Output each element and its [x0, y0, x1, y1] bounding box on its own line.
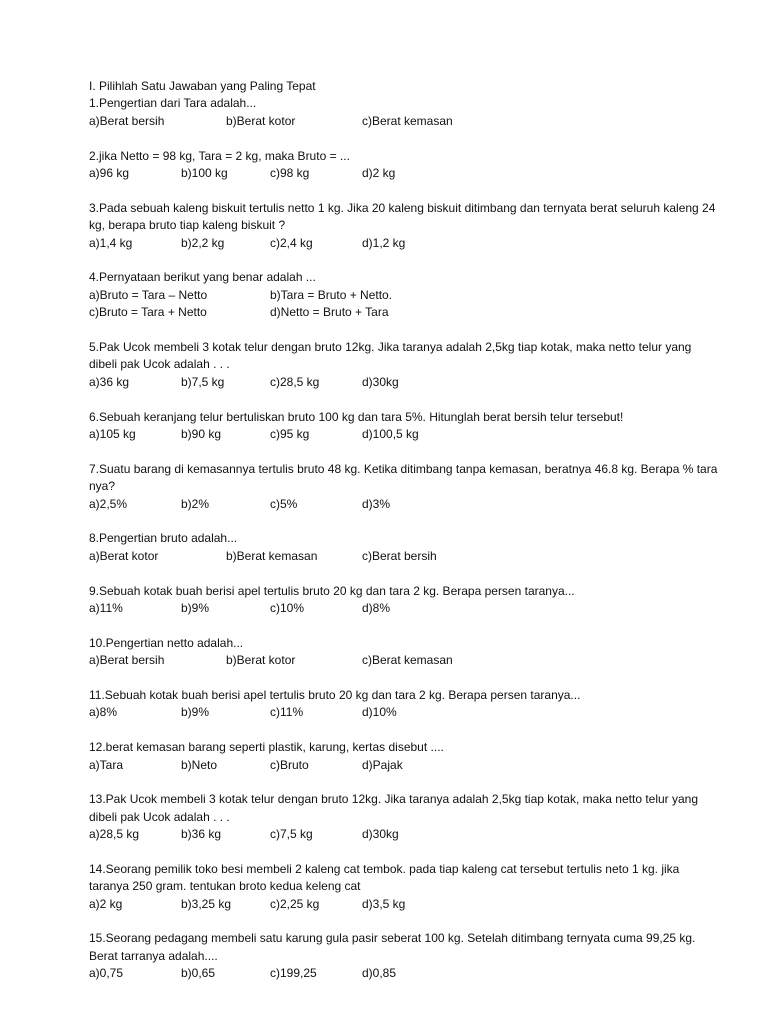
question-stem: 2.jika Netto = 98 kg, Tara = 2 kg, maka Bruto = ... — [89, 148, 350, 163]
answer-option: d)8% — [362, 600, 391, 615]
answer-option: b)7,5 kg — [181, 374, 225, 389]
answer-option: d)Netto = Bruto + Tara — [270, 305, 389, 320]
answer-option: c)11% — [270, 705, 304, 720]
answer-option: b)Tara = Bruto + Netto. — [270, 287, 393, 302]
answer-option: c)2,25 kg — [270, 896, 320, 911]
answer-option: b)Berat kotor — [226, 113, 296, 128]
answer-option: a)Berat kotor — [89, 548, 159, 563]
answer-option: b)90 kg — [181, 426, 222, 441]
answer-option: d)3% — [362, 496, 391, 511]
question-stem: 7.Suatu barang di kemasannya tertulis bruto 48 kg. Ketika ditimbang tanpa kemasan, beratnya 46.8 kg. Berapa % tara nya? — [89, 461, 718, 494]
answer-option: d)30kg — [362, 827, 399, 842]
answer-option: c)Bruto — [270, 757, 309, 772]
answer-option: b)9% — [181, 600, 210, 615]
question-item — [89, 269, 719, 321]
question-item — [89, 791, 719, 843]
question-item — [89, 583, 719, 618]
answer-options — [89, 757, 719, 774]
answer-option: d)3,5 kg — [362, 896, 406, 911]
answer-option: c)28,5 kg — [270, 374, 320, 389]
quiz-content — [89, 78, 719, 983]
answer-option: a)8% — [89, 705, 118, 720]
answer-option: b)Neto — [181, 757, 218, 772]
question-item — [89, 739, 719, 774]
question-item — [89, 339, 719, 391]
question-item — [89, 148, 719, 183]
answer-option: c)Berat kemasan — [362, 113, 453, 128]
question-stem: 1.Pengertian dari Tara adalah... — [89, 96, 257, 111]
answer-option: c)7,5 kg — [270, 827, 313, 842]
answer-option: a)28,5 kg — [89, 827, 140, 842]
answer-option: b)2% — [181, 496, 210, 511]
answer-option: c)10% — [270, 600, 305, 615]
question-item — [89, 409, 719, 444]
answer-option: a)Tara — [89, 757, 124, 772]
answer-option: a)Berat bersih — [89, 653, 165, 668]
answer-options — [89, 165, 719, 182]
answer-option: d)Pajak — [362, 757, 403, 772]
answer-option: a)0,75 — [89, 966, 124, 981]
answer-option: c)199,25 — [270, 966, 317, 981]
answer-option: b)9% — [181, 705, 210, 720]
question-item — [89, 687, 719, 722]
answer-option: d)2 kg — [362, 166, 396, 180]
answer-option: a)2 kg — [89, 896, 123, 911]
question-stem: 13.Pak Ucok membeli 3 kotak telur dengan bruto 12kg. Jika taranya adalah 2,5kg tiap kotak, maka netto telur yang dibeli pak Ucok adalah . . . — [89, 792, 699, 824]
question-stem: 3.Pada sebuah kaleng biskuit tertulis netto 1 kg. Jika 20 kaleng biskuit ditimbang dan ternyata berat seluruh kaleng 24 kg, berapa bruto tiap kaleng biskuit ? — [89, 200, 716, 233]
question-stem: 6.Sebuah keranjang telur bertuliskan bruto 100 kg dan tara 5%. Hitunglah berat bersih telur tersebut! — [89, 409, 624, 424]
question-stem: 15.Seorang pedagang membeli satu karung gula pasir seberat 100 kg. Setelah ditimbang ternyata cuma 99,25 kg. Berat tarranya adalah.... — [89, 931, 696, 963]
question-stem: 10.Pengertian netto adalah... — [89, 635, 244, 650]
answer-options — [89, 287, 719, 322]
question-stem: 8.Pengertian bruto adalah... — [89, 531, 238, 546]
answer-options — [89, 600, 719, 617]
answer-option: a)Bruto = Tara – Netto — [89, 287, 208, 302]
question-item — [89, 635, 719, 670]
answer-option: c)Berat kemasan — [362, 653, 453, 668]
answer-option: c)5% — [270, 496, 298, 511]
answer-option: d)10% — [362, 705, 397, 720]
answer-options — [89, 548, 719, 565]
answer-options — [89, 826, 719, 843]
answer-option: a)105 kg — [89, 426, 136, 441]
answer-options — [89, 496, 719, 513]
section-heading: I. Pilihlah Satu Jawaban yang Paling Tepat — [89, 79, 316, 93]
answer-option: b)Berat kemasan — [226, 548, 318, 563]
answer-options — [89, 374, 719, 391]
answer-option: c)98 kg — [270, 166, 310, 180]
answer-options — [89, 235, 719, 252]
question-stem: 14.Seorang pemilik toko besi membeli 2 kaleng cat tembok. pada tiap kaleng cat tersebut tertulis neto 1 kg. jika taranya 250 gram. tentukan broto kedua keleng cat — [89, 861, 680, 894]
answer-option: c)Berat bersih — [362, 548, 437, 563]
answer-option: b)36 kg — [181, 827, 222, 842]
answer-option: a)36 kg — [89, 374, 130, 389]
answer-option: b)100 kg — [181, 166, 228, 180]
answer-options — [89, 426, 719, 443]
answer-option: d)0,85 — [362, 966, 397, 981]
question-item — [89, 861, 719, 913]
answer-option: a)Berat bersih — [89, 113, 165, 128]
answer-options — [89, 704, 719, 721]
question-item — [89, 95, 719, 130]
answer-option: b)Berat kotor — [226, 653, 296, 668]
answer-options — [89, 113, 719, 130]
question-stem: 11.Sebuah kotak buah berisi apel tertulis bruto 20 kg dan tara 2 kg. Berapa persen taranya... — [89, 687, 581, 702]
question-stem: 5.Pak Ucok membeli 3 kotak telur dengan bruto 12kg. Jika taranya adalah 2,5kg tiap kotak, maka netto telur yang dibeli pak Ucok adalah . . . — [89, 339, 692, 372]
answer-option: a)11% — [89, 600, 123, 615]
answer-option: b)0,65 — [181, 966, 216, 981]
answer-option: d)30kg — [362, 374, 399, 389]
question-item — [89, 930, 719, 982]
answer-option: c)2,4 kg — [270, 235, 313, 250]
answer-option: b)3,25 kg — [181, 896, 232, 911]
answer-option: a)96 kg — [89, 166, 130, 180]
answer-option: c)95 kg — [270, 426, 310, 441]
answer-option: b)2,2 kg — [181, 235, 225, 250]
question-item — [89, 200, 719, 252]
answer-option: d)100,5 kg — [362, 426, 419, 441]
answer-options — [89, 965, 719, 982]
answer-options — [89, 896, 719, 913]
answer-options — [89, 652, 719, 669]
question-list — [89, 95, 719, 982]
answer-option: d)1,2 kg — [362, 235, 406, 250]
answer-option: c)Bruto = Tara + Netto — [89, 305, 207, 320]
question-stem: 9.Sebuah kotak buah berisi apel tertulis bruto 20 kg dan tara 2 kg. Berapa persen taranya... — [89, 583, 575, 598]
question-stem: 12.berat kemasan barang seperti plastik, karung, kertas disebut .... — [89, 740, 444, 755]
question-item — [89, 461, 719, 513]
answer-option: a)1,4 kg — [89, 235, 133, 250]
answer-option: a)2,5% — [89, 496, 128, 511]
question-item — [89, 530, 719, 565]
question-stem: 4.Pernyataan berikut yang benar adalah ... — [89, 270, 316, 285]
